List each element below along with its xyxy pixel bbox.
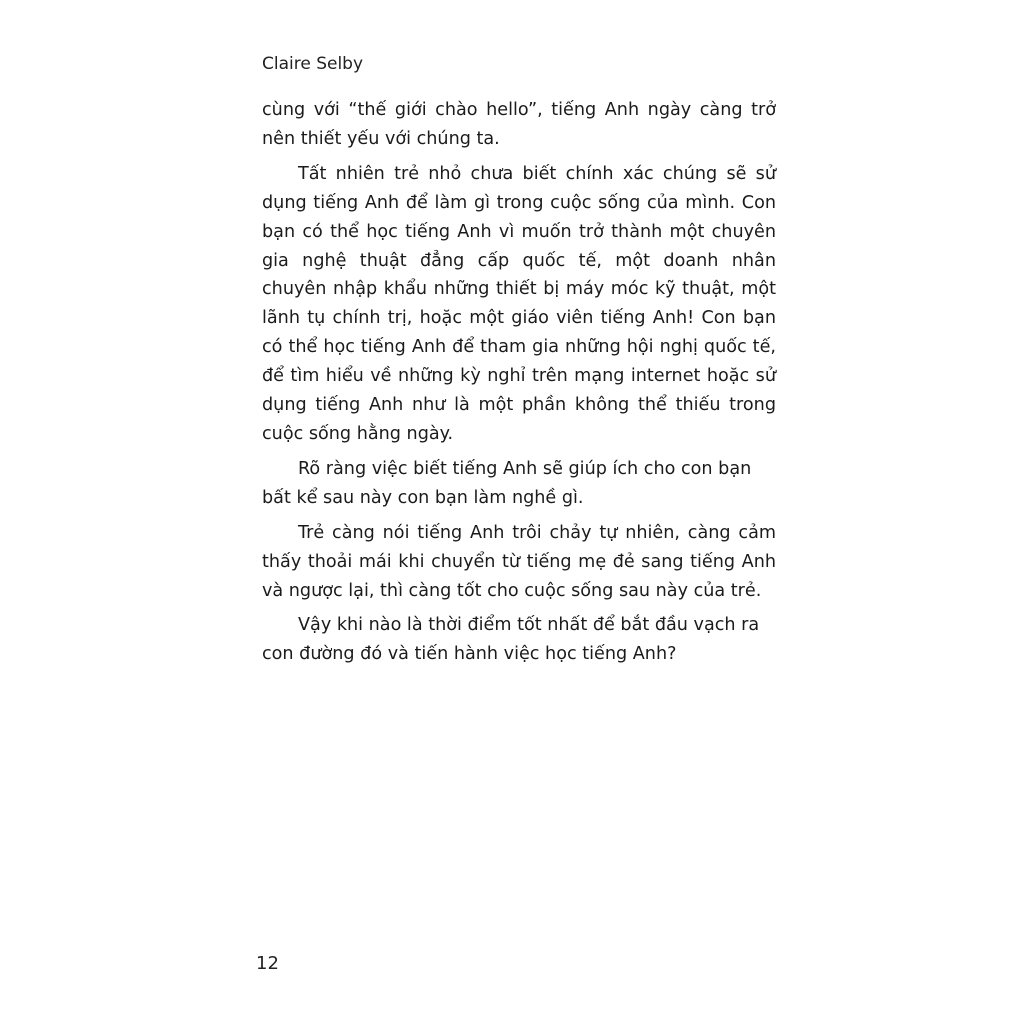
paragraph-5: Vậy khi nào là thời điểm tốt nhất để bắt đầu vạch ra con đường đó và tiến hành việc học tiếng Anh?: [262, 615, 760, 665]
paragraph-2: Tất nhiên trẻ nhỏ chưa biết chính xác chúng sẽ sử dụng tiếng Anh để làm gì trong cuộc sống của mình. Con bạn có thể học tiếng Anh vì muốn trở thành một chuyên gia nghệ thuật đẳng cấp quốc tế, một doanh nhân chuyên nhập khẩu những thiết bị máy móc kỹ thuật, một lãnh tụ chính trị, hoặc một giáo viên tiếng Anh! Con bạn có thể học tiếng Anh để tham gia những hội nghị quốc tế, để tìm hiểu về những kỳ nghỉ trên mạng internet hoặc sử dụng tiếng Anh như là một phần không thể thiếu trong cuộc sống hằng ngày.: [262, 163, 776, 444]
paragraph-4: Trẻ càng nói tiếng Anh trôi chảy tự nhiên, càng cảm thấy thoải mái khi chuyển từ tiếng mẹ đẻ sang tiếng Anh và ngược lại, thì càng tốt cho cuộc sống sau này của trẻ.: [262, 522, 776, 601]
running-head-author: Claire Selby: [262, 54, 364, 74]
paragraph-3: Rõ ràng việc biết tiếng Anh sẽ giúp ích cho con bạn bất kể sau này con bạn làm nghề gì.: [262, 458, 752, 508]
page-number: 12: [256, 953, 279, 974]
body-text: [262, 96, 776, 675]
paragraph-1: cùng với “thế giới chào hello”, tiếng Anh ngày càng trở nên thiết yếu với chúng ta.: [262, 100, 776, 149]
